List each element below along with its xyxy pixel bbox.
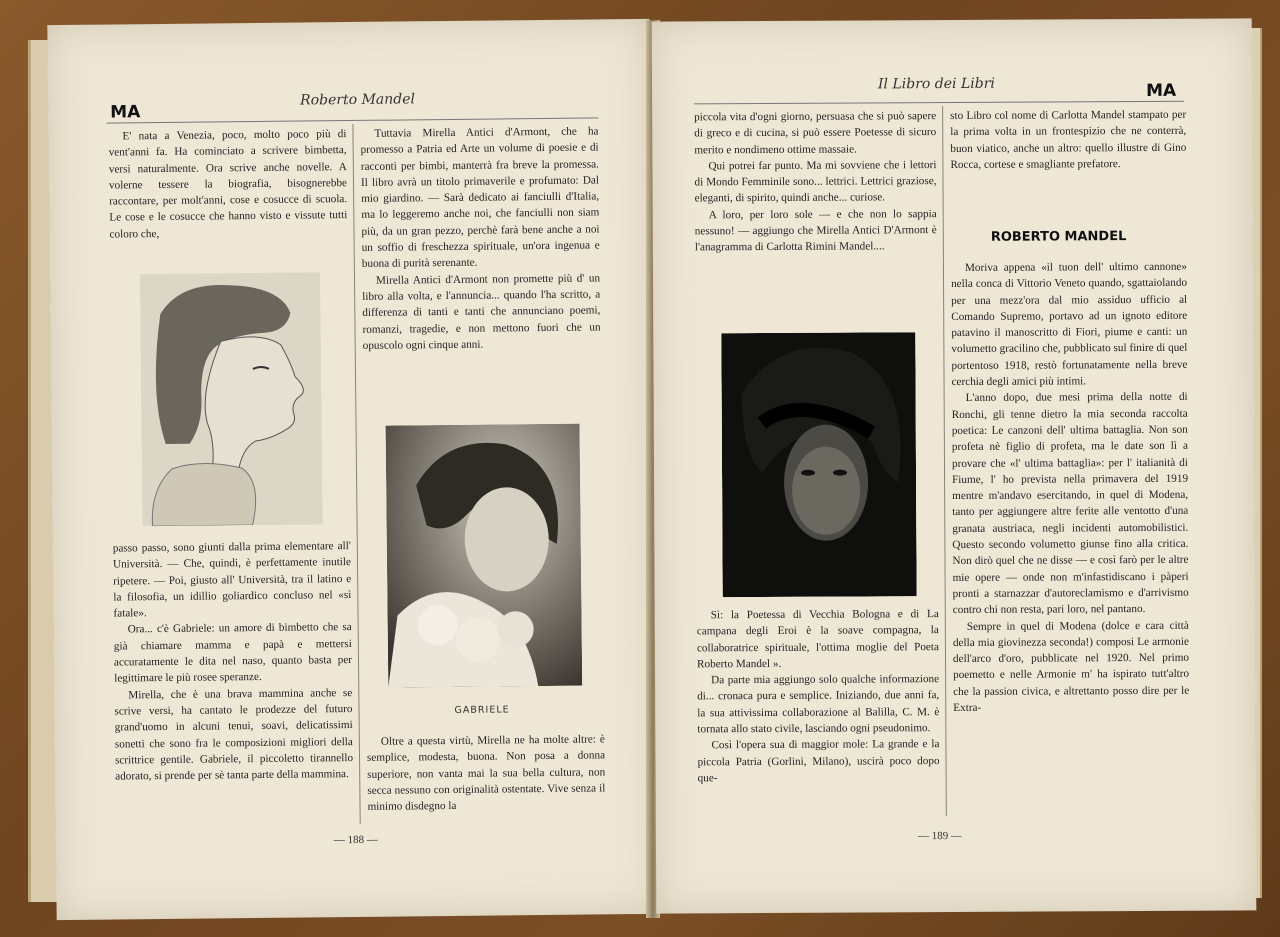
paragraph: Moriva appena «il tuon dell' ultimo cannone» nella conca di Vittorio Veneto quando, sgattaiolando per una mezz'ora dal mio assiduo ufficio al Comando Supremo, portavo ad un ignoto editore patavino il manoscritto di Fiori, piume e canti: un volumetto gracilino che, pubblicato sul finire di quel portentoso 1918, restò fortunatamente nella breve cerchia degli amici più intimi.: [951, 260, 1188, 389]
left-header-rule: [106, 117, 598, 123]
left-column-divider: [352, 124, 360, 824]
right-section-letters: MA: [1145, 80, 1177, 101]
paragraph: Ora... c'è Gabriele: un amore di bimbetto che sa già chiamare mamma e papà e mettersi accuratamente le dita nel naso, quanto basta per legittimare le più rosee speranze.: [113, 621, 353, 685]
paragraph: L'anno dopo, due mesi prima della notte di Ronchi, gli tenne dietro la mia seconda raccolta poetica: Le canzoni dell' ultima battaglia. Non son profeta nè figlio di profeta, ma le date son lì a provare che «l' ultima battaglia»: per l' italianità di Fiume, l' ho prevista nella primavera del 1919 mentre m'andavo esercitando, in quel di Modena, tanto per aggiungere altre ferite alle ventotto d'una granata austriaca, negli incidenti automobilistici. Questo secondo volumetto giunse fino alla critica. Non dirò quel che ne disse — e così farò per le altre mie opere — onde non m'infastidiscano i pàperi pronti a starnazzar d'autoreclamismo e d'arrivismo contro chi non resta, pari loro, nel pantano.: [951, 391, 1189, 617]
right-column-divider: [942, 106, 947, 816]
paragraph: Sempre in quel di Modena (dolce e cara città della mia giovinezza seconda!) composi Le armonie dell'arco d'oro, pubblicate nel 1920. Nel primo poemetto e nelle Armonie m' ha ispirato tutt'altro che la passion civica, e altrettanto posso dire per le Extra-: [952, 619, 1190, 715]
right-page: [652, 18, 1257, 913]
section-title: ROBERTO MANDEL: [990, 229, 1127, 245]
right-page-number: — 189 —: [917, 829, 962, 843]
paragraph: Così l'opera sua di maggior mole: La grande e la piccola Patria (Gorlini, Milano), uscirà poco dopo que-: [697, 738, 940, 785]
paragraph: Sì: la Poetessa di Vecchia Bologna e di La campana degli Eroi è la soave compagna, la collaboratrice spirituale, l'ottima moglie del Poeta Roberto Mandel ».: [696, 608, 939, 671]
left-col1-bottom: [113, 538, 354, 785]
paragraph: piccola vita d'ogni giorno, persuasa che si può sapere di greco e di cucina, si può essere Poetesse di sicuro merito e nondimeno ottime massaie.: [694, 110, 937, 156]
left-col1-top: [108, 126, 347, 243]
paragraph: E' nata a Venezia, poco, molto poco più di vent'anni fa. Ha cominciato a scrivere bimbetta, versi naturalmente. Ora scrive anche novelle. A volerne tessere la biografia, bisognerebbe raccontare, per molt'anni, cose e cosucce di scuola. Le cose e le cosucce che hanno visto e vissute tutti coloro che,: [108, 128, 348, 241]
paragraph: Mirella, che è una brava mammina anche se scrive versi, ha cantato le prodezze del futuro grand'uomo in alcuni tenui, soavi, delicatissimi sonetti che sono fra le composizioni migliori della scrittrice gentile. Gabriele, il piccoletto tirannello adorato, si prende per sè tanta parte della mammina.: [114, 686, 354, 783]
left-col2-top: [360, 123, 600, 354]
paragraph: sto Libro col nome di Carlotta Mandel stampato per la prima volta in un frontespizio che ne conterrà, buon viatico, anche un altro: quello illustre di Gino Rocca, cortese e smagliante prefatore.: [950, 108, 1187, 171]
left-col2-bottom: [367, 731, 606, 815]
paragraph: Tuttavia Mirella Antici d'Armont, che ha promesso a Patria ed Arte un volume di poesie e di racconti per bimbi, manterrà fra breve la promessa. Il libro avrà un titolo primaverile e profumato: Dal mio giardino. — Sarà dedicato ai fanciulli d'Italia, ma lo leggeremo anche noi, che fanciulli non siam più, da un gran pezzo, perchè farà bene anche a noi un soffio di freschezza spirituale, un'ora ingenua e buona di purità serenante.: [360, 125, 600, 271]
right-header-rule: [694, 101, 1184, 105]
right-col1-bottom: [697, 606, 940, 787]
portrait-drawing: [140, 272, 323, 526]
left-section-letters: MA: [110, 102, 141, 123]
gabriele-photo: [386, 424, 583, 688]
right-col2-body: [951, 259, 1189, 717]
left-page: [47, 19, 658, 920]
paragraph: Oltre a questa virtù, Mirella ne ha molte altre: è semplice, modesta, buona. Non posa a donna superiore, non vanta mai la sua bella cultura, non secca nessuno con originalità ostentate. Vive senza il minimo disdegno la: [366, 733, 606, 814]
right-col2-top: [950, 107, 1186, 173]
portrait-photo: [721, 332, 916, 597]
left-page-number: — 188 —: [333, 833, 378, 847]
left-running-head: Roberto Mandel: [300, 91, 416, 109]
photo-caption: GABRIELE: [454, 704, 510, 716]
paragraph: Mirella Antici d'Armont non promette più d' un libro alla volta, e l'annuncia... quando l'ha scritto, a differenza di tanti e tanti che annunciano poemi, romanzi, tragedie, e non mettono fuori che un opuscolo ogni cinque anni.: [362, 272, 601, 352]
paragraph: passo passo, sono giunti dalla prima elementare all' Università. — Che, quindi, è perfettamente inutile ripetere. — Poi, giusto all' Università, tra il latino e la filosofia, un idillio goliardico concluso nel «sì fatale».: [112, 540, 352, 620]
right-running-head: Il Libro dei Libri: [877, 75, 995, 93]
paragraph: Da parte mia aggiungo solo qualche informazione di... cronaca pura e semplice. Iniziando, due anni fa, la sua attivissima collaborazione al Balilla, C. M. è tornata allo stato civile, lasciando ogni pseudonimo.: [697, 673, 940, 736]
right-col1-top: [694, 108, 937, 256]
paragraph: A loro, per loro sole — e che non lo sappia nessuno! — aggiungo che Mirella Antici D'Armont è l'anagramma di Carlotta Rimini Mandel....: [694, 207, 937, 254]
paragraph: Qui potrei far punto. Ma mi sovviene che i lettori di Mondo Femminile sono... lettrici. Lettrici graziose, eleganti, di spirito, quindi anche... curiose.: [694, 158, 937, 205]
